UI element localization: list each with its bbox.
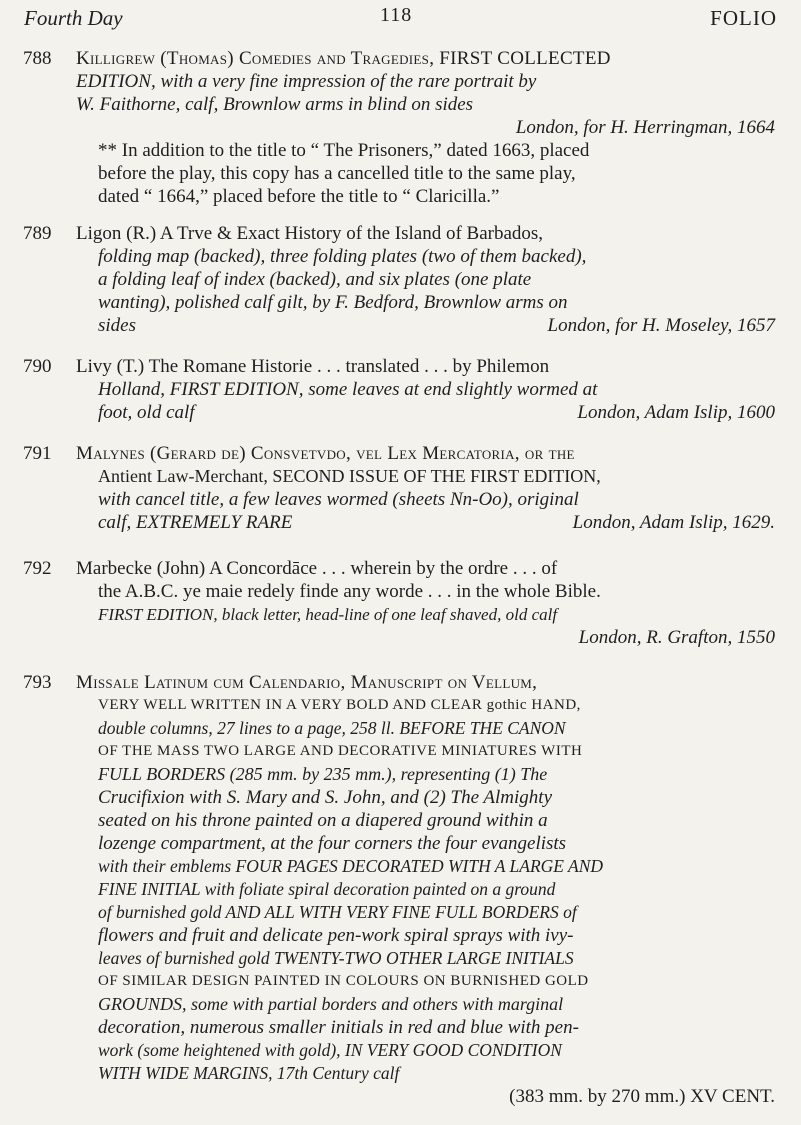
- entry-line: FINE INITIAL with foliate spiral decoration painted on a ground: [98, 879, 556, 899]
- entry-line: FULL BORDERS (285 mm. by 235 mm.), representing (1) The: [98, 764, 548, 784]
- dimensions-date: (383 mm. by 270 mm.) XV CENT.: [509, 1086, 775, 1107]
- entry-line: sides: [98, 315, 136, 336]
- imprint: London, R. Grafton, 1550: [578, 627, 775, 648]
- entry-line: Crucifixion with S. Mary and S. John, and (2) The Almighty: [98, 787, 553, 808]
- entry-line: leaves of burnished gold TWENTY-TWO OTHER LARGE INITIALS: [98, 948, 574, 968]
- lot-number: 793: [23, 672, 52, 693]
- imprint: London, for H. Herringman, 1664: [515, 117, 775, 138]
- day-heading: Fourth Day: [24, 6, 123, 30]
- lot-number: 789: [23, 223, 52, 244]
- entry-line: EDITION, with a very fine impression of the rare portrait by: [76, 71, 537, 92]
- entry-line: with their emblems FOUR PAGES DECORATED WITH A LARGE AND: [98, 856, 604, 876]
- page-header: [0, 4, 801, 34]
- entry-line: decoration, numerous smaller initials in red and blue with pen-: [98, 1017, 579, 1038]
- entry-line: folding map (backed), three folding plates (two of them backed),: [98, 246, 587, 267]
- entry-line: FIRST EDITION, black letter, head-line of one leaf shaved, old calf: [98, 605, 558, 624]
- note-line: ** In addition to the title to “ The Prisoners,” dated 1663, placed: [98, 140, 590, 161]
- note-line: before the play, this copy has a cancelled title to the same play,: [98, 163, 576, 184]
- page-number: 118: [380, 4, 413, 26]
- entry-line: GROUNDS, some with partial borders and others with marginal: [98, 994, 564, 1014]
- lot-number: 792: [23, 558, 52, 579]
- entry-line: a folding leaf of index (backed), and six plates (one plate: [98, 269, 532, 290]
- entry-line: Holland, FIRST EDITION, some leaves at end slightly wormed at: [98, 379, 598, 400]
- entry-line: OF SIMILAR DESIGN PAINTED IN COLOURS ON BURNISHED GOLD: [98, 973, 589, 989]
- entry-line: Marbecke (John) A Concordāce . . . wherein by the ordre . . . of: [76, 558, 558, 579]
- entry-line: wanting), polished calf gilt, by F. Bedford, Brownlow arms on: [98, 292, 568, 313]
- lot-number: 791: [23, 443, 52, 464]
- entry-line: WITH WIDE MARGINS, 17th Century calf: [98, 1063, 400, 1083]
- lot-number: 790: [23, 356, 52, 377]
- entry-line: of burnished gold AND ALL WITH VERY FINE FULL BORDERS of: [98, 902, 577, 922]
- entry-line: with cancel title, a few leaves wormed (sheets Nn-Oo), original: [98, 489, 579, 510]
- note-line: dated “ 1664,” placed before the title to “ Claricilla.”: [98, 186, 500, 207]
- entry-line: Killigrew (Thomas) Comedies and Tragedies, FIRST COLLECTED: [76, 48, 611, 69]
- entry-line: Malynes (Gerard de) Consvetvdo, vel Lex Mercatoria, or the: [76, 443, 575, 464]
- imprint: London, Adam Islip, 1600: [577, 402, 775, 423]
- entry-line: OF THE MASS TWO LARGE AND DECORATIVE MINIATURES WITH: [98, 743, 583, 759]
- entry-line: foot, old calf: [98, 402, 195, 423]
- entry-line: VERY WELL WRITTEN IN A VERY BOLD AND CLEAR gothic HAND,: [98, 697, 581, 713]
- entry-line: calf, EXTREMELY RARE: [98, 512, 293, 533]
- entry-line: W. Faithorne, calf, Brownlow arms in blind on sides: [76, 94, 474, 115]
- entry-line: lozenge compartment, at the four corners the four evangelists: [98, 833, 567, 854]
- imprint: London, Adam Islip, 1629.: [572, 512, 775, 533]
- format-heading: FOLIO: [710, 6, 777, 30]
- entry-line: seated on his throne painted on a diapered ground within a: [98, 810, 548, 831]
- entry-line: work (some heightened with gold), IN VERY GOOD CONDITION: [98, 1040, 562, 1060]
- entry-line: flowers and fruit and delicate pen-work spiral sprays with ivy-: [98, 925, 574, 946]
- entry-line: the A.B.C. ye maie redely finde any worde . . . in the whole Bible.: [98, 581, 601, 602]
- lot-number: 788: [23, 48, 52, 69]
- entry-line: Livy (T.) The Romane Historie . . . translated . . . by Philemon: [76, 356, 550, 377]
- entry-line: Missale Latinum cum Calendario, Manuscript on Vellum,: [76, 672, 538, 693]
- entry-line: Ligon (R.) A Trve & Exact History of the Island of Barbados,: [76, 223, 544, 244]
- entry-line: double columns, 27 lines to a page, 258 ll. BEFORE THE CANON: [98, 718, 566, 738]
- entry-line: Antient Law-Merchant, SECOND ISSUE OF THE FIRST EDITION,: [98, 466, 601, 486]
- imprint: London, for H. Moseley, 1657: [547, 315, 775, 336]
